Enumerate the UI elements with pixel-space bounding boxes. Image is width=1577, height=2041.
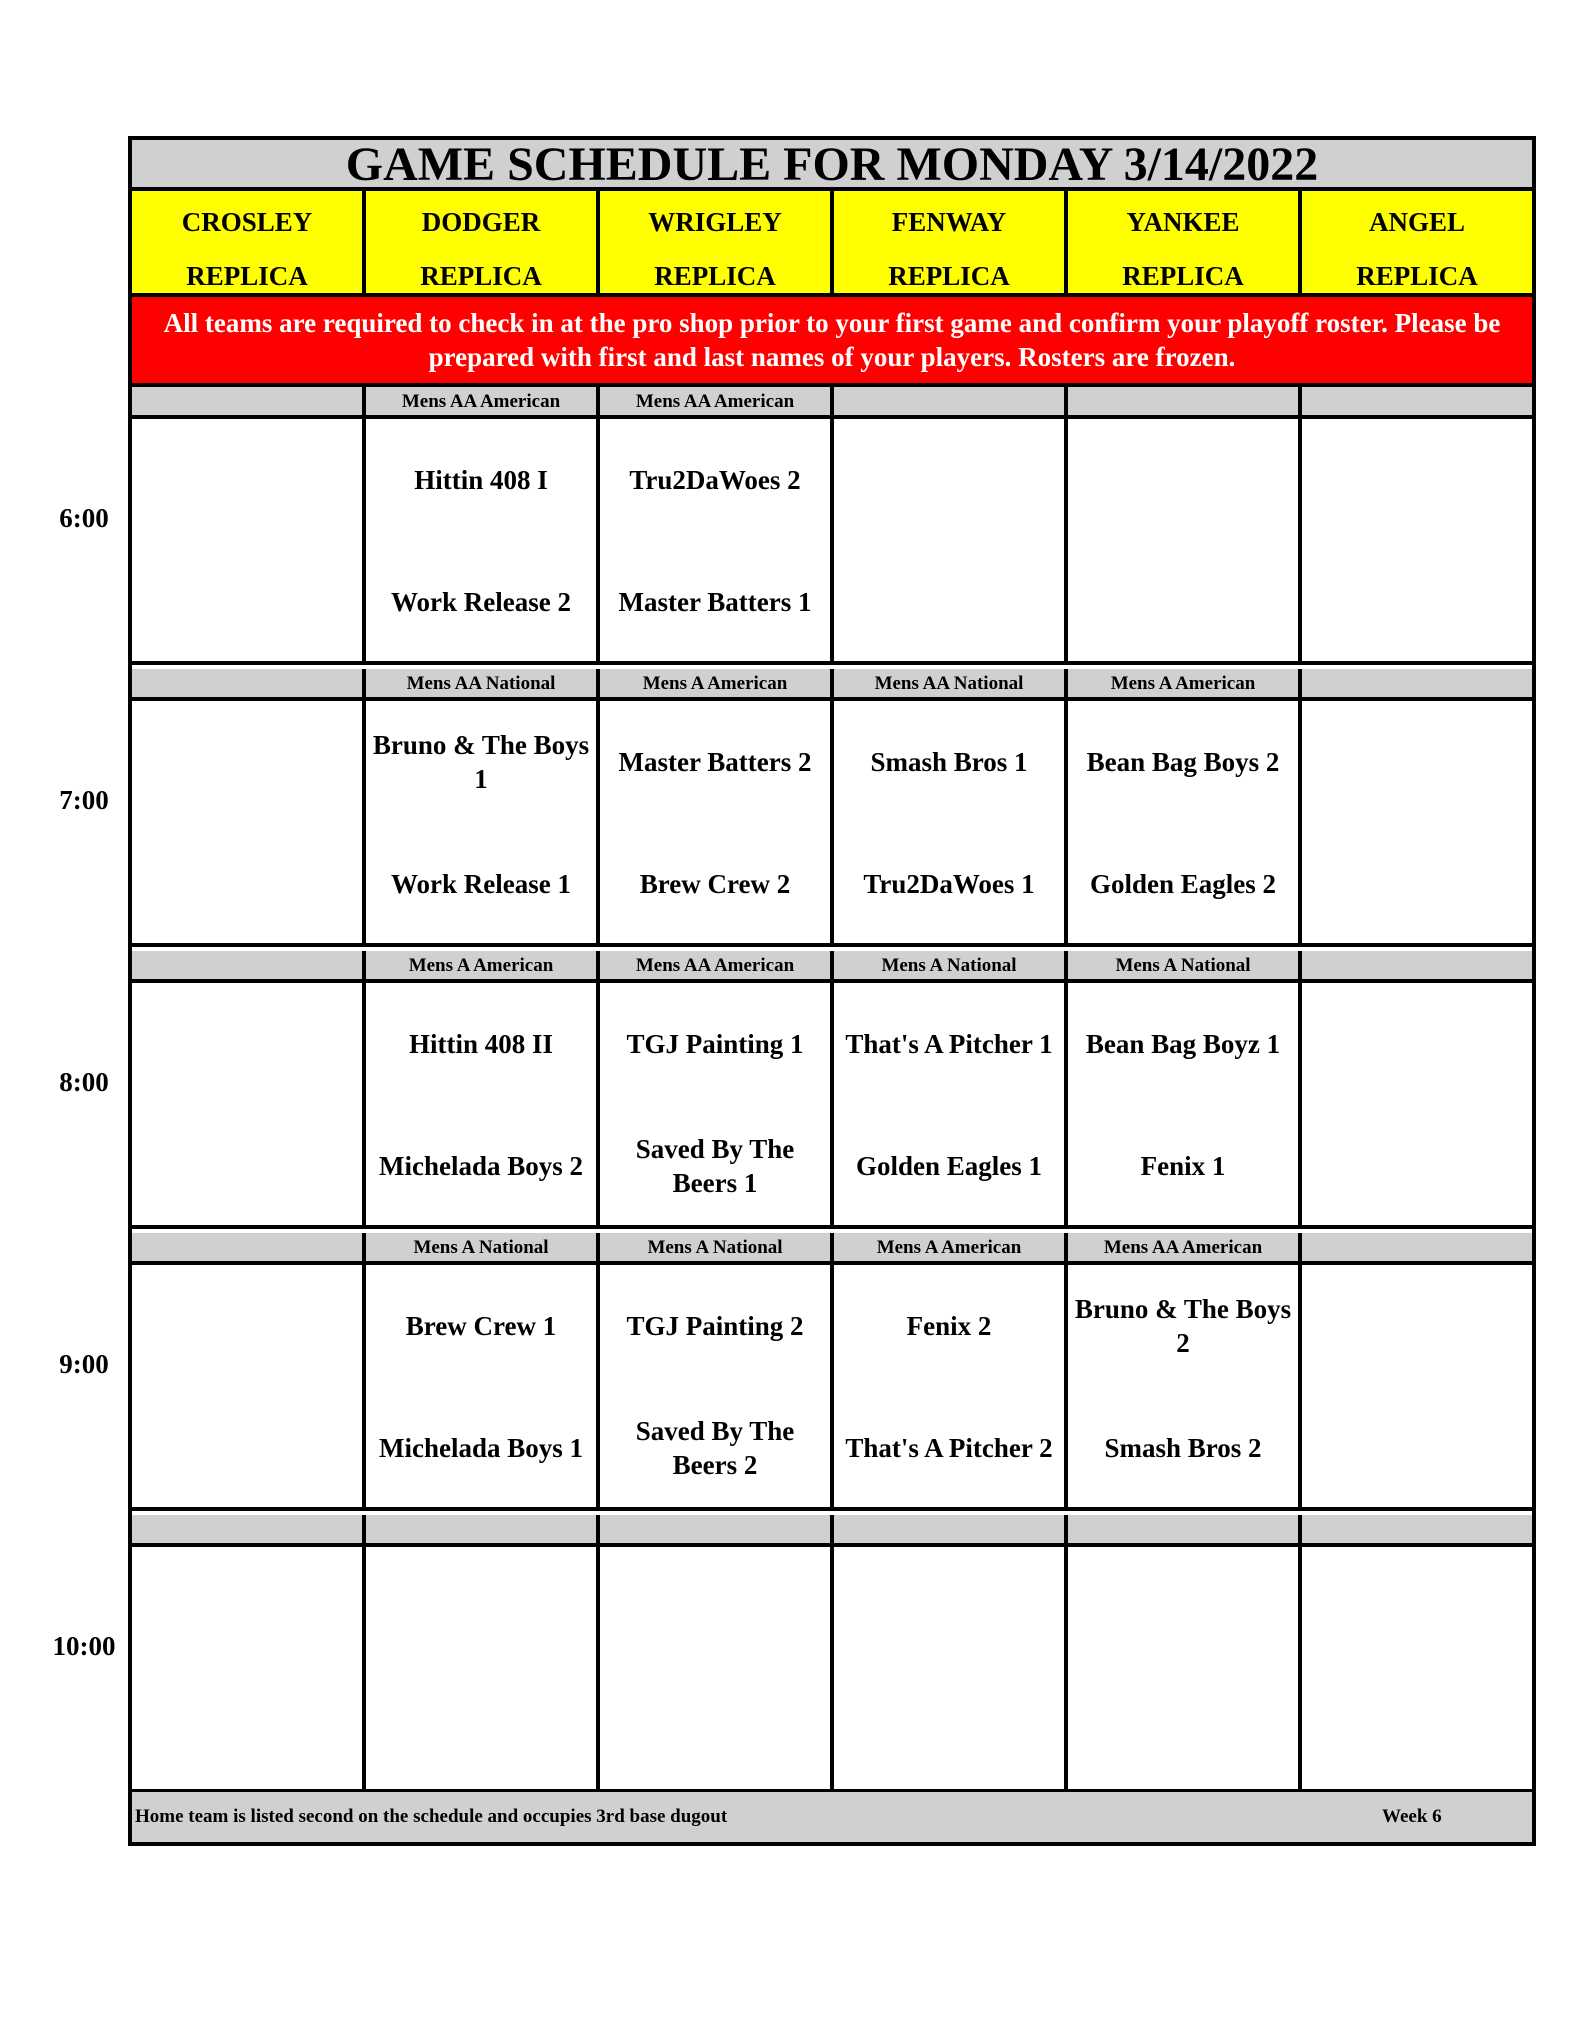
division-label-angel [1302,951,1532,979]
field-sub: REPLICA [1122,261,1244,291]
division-label-row [132,669,1532,701]
week-label: Week 6 [1382,1806,1442,1827]
time-slot-label: 6:00 [59,503,109,533]
game-cell-fenway [834,701,1068,943]
home-team: Michelada Boys 2 [378,1151,583,1181]
time-slot-label: 7:00 [59,785,109,815]
game-cell-dodger [366,1265,600,1507]
game-cell-wrigley [600,1547,834,1789]
game-cell-wrigley [600,701,834,943]
division-label-row [132,951,1532,983]
game-cell-yankee [1068,983,1302,1225]
home-team: Work Release 2 [391,587,571,617]
field-sub: REPLICA [186,261,308,291]
division-label-angel [1302,1515,1532,1543]
footer-note: Home team is listed second on the schedule and occupies 3rd base dugout [135,1806,728,1827]
away-team [1306,725,1528,799]
division-label-fenway: Mens A American [834,1233,1068,1261]
away-team [370,1571,592,1645]
time-slot-label: 8:00 [59,1067,109,1097]
division-label-angel [1302,669,1532,697]
away-team [1072,443,1294,517]
home-team: Saved By The Beers 1 [635,1134,795,1198]
away-team [1306,443,1528,517]
game-row [132,1265,1532,1511]
division-label-crosley [132,951,366,979]
field-header-yankee [1068,191,1302,293]
field-name: FENWAY [891,207,1007,237]
game-cell-fenway [834,1265,1068,1507]
division-label-wrigley: Mens AA American [600,951,834,979]
away-team: Master Batters 2 [618,747,812,777]
home-team [838,1693,1060,1767]
division-label-fenway: Mens A National [834,951,1068,979]
division-label-row [132,1233,1532,1265]
division-label-wrigley [600,1515,834,1543]
field-name: CROSLEY [181,207,313,237]
home-team: Tru2DaWoes 1 [863,869,1035,899]
home-team [1072,565,1294,639]
away-team [136,443,358,517]
notice-banner: All teams are required to check in at the pro shop prior to your first game and confirm your playoff roster. Please be prepared with first and last names of your players. Rosters are frozen. [132,297,1532,387]
home-team [1306,847,1528,921]
away-team: That's A Pitcher 1 [845,1029,1053,1059]
away-team [838,1571,1060,1645]
home-team: Master Batters 1 [618,587,812,617]
away-team: Fenix 2 [906,1311,992,1341]
home-team: Golden Eagles 2 [1089,869,1277,899]
field-header-angel [1302,191,1532,293]
division-label-yankee [1068,1515,1302,1543]
game-cell-angel [1302,701,1532,943]
game-cell-yankee [1068,1265,1302,1507]
game-cell-wrigley [600,983,834,1225]
home-team [136,847,358,921]
home-team: Golden Eagles 1 [855,1151,1043,1181]
time-slot-label: 10:00 [52,1631,116,1661]
home-team [1072,1693,1294,1767]
away-team: Bruno & The Boys 1 [372,730,590,794]
away-team [136,725,358,799]
game-row [132,701,1532,947]
home-team: Work Release 1 [391,869,571,899]
time-slot-label: 9:00 [59,1349,109,1379]
division-label-crosley [132,387,366,415]
division-label-dodger: Mens A American [366,951,600,979]
game-cell-dodger [366,419,600,661]
division-label-row [132,387,1532,419]
division-label-dodger [366,1515,600,1543]
away-team: Smash Bros 1 [870,747,1028,777]
division-label-wrigley: Mens A National [600,1233,834,1261]
game-row [132,983,1532,1229]
field-sub: REPLICA [888,261,1010,291]
away-team: TGJ Painting 1 [626,1029,804,1059]
division-label-yankee: Mens A National [1068,951,1302,979]
division-label-yankee: Mens A American [1068,669,1302,697]
game-row [132,1547,1532,1793]
division-label-wrigley: Mens AA American [600,387,834,415]
away-team: Bruno & The Boys 2 [1074,1294,1292,1358]
game-cell-crosley [132,1547,366,1789]
division-label-wrigley: Mens A American [600,669,834,697]
game-cell-fenway [834,1547,1068,1789]
away-team [1306,1571,1528,1645]
away-team [604,1571,826,1645]
away-team: Bean Bag Boyz 1 [1085,1029,1281,1059]
field-sub: REPLICA [420,261,542,291]
away-team [136,1289,358,1363]
home-team: Fenix 1 [1140,1151,1226,1181]
field-header-wrigley [600,191,834,293]
division-label-dodger: Mens AA National [366,669,600,697]
away-team: Brew Crew 1 [405,1311,557,1341]
game-cell-crosley [132,419,366,661]
home-team [838,565,1060,639]
home-team [1306,1129,1528,1203]
game-cell-yankee [1068,419,1302,661]
away-team: Hittin 408 II [408,1029,554,1059]
division-label-fenway [834,1515,1068,1543]
field-name: WRIGLEY [648,207,782,237]
game-cell-crosley [132,983,366,1225]
away-team: Tru2DaWoes 2 [629,465,801,495]
home-team: Smash Bros 2 [1104,1433,1262,1463]
schedule-sheet [128,136,1536,1846]
field-sub: REPLICA [1356,261,1478,291]
game-row [132,419,1532,665]
home-team [136,1693,358,1767]
game-cell-wrigley [600,1265,834,1507]
game-cell-angel [1302,419,1532,661]
game-cell-angel [1302,1265,1532,1507]
game-cell-crosley [132,701,366,943]
game-cell-yankee [1068,701,1302,943]
home-team: Saved By The Beers 2 [635,1416,795,1480]
away-team [1306,1007,1528,1081]
home-team: Brew Crew 2 [639,869,791,899]
field-header-fenway [834,191,1068,293]
game-cell-dodger [366,701,600,943]
away-team [838,443,1060,517]
home-team [1306,565,1528,639]
home-team [136,1129,358,1203]
division-label-fenway: Mens AA National [834,669,1068,697]
field-sub: REPLICA [654,261,776,291]
home-team: Michelada Boys 1 [378,1433,583,1463]
home-team [136,565,358,639]
game-cell-crosley [132,1265,366,1507]
home-team [604,1693,826,1767]
division-label-angel [1302,387,1532,415]
game-cell-angel [1302,983,1532,1225]
away-team [136,1007,358,1081]
game-cell-wrigley [600,419,834,661]
division-label-row [132,1515,1532,1547]
away-team: TGJ Painting 2 [626,1311,804,1341]
away-team: Hittin 408 I [414,465,548,495]
page-title: GAME SCHEDULE FOR MONDAY 3/14/2022 [132,140,1532,191]
home-team: That's A Pitcher 2 [845,1433,1053,1463]
division-label-yankee [1068,387,1302,415]
home-team [370,1693,592,1767]
field-header-crosley [132,191,366,293]
game-cell-fenway [834,983,1068,1225]
division-label-dodger: Mens A National [366,1233,600,1261]
home-team [136,1411,358,1485]
home-team [1306,1693,1528,1767]
game-cell-dodger [366,983,600,1225]
game-cell-angel [1302,1547,1532,1789]
schedule-footer [132,1792,1532,1842]
division-label-dodger: Mens AA American [366,387,600,415]
away-team [1306,1289,1528,1363]
division-label-angel [1302,1233,1532,1261]
field-name: ANGEL [1368,207,1466,237]
division-label-crosley [132,1515,366,1543]
field-header-dodger [366,191,600,293]
away-team [136,1571,358,1645]
away-team: Bean Bag Boys 2 [1086,747,1280,777]
division-label-yankee: Mens AA American [1068,1233,1302,1261]
away-team [1072,1571,1294,1645]
home-team [1306,1411,1528,1485]
division-label-fenway [834,387,1068,415]
division-label-crosley [132,669,366,697]
game-cell-dodger [366,1547,600,1789]
field-name: DODGER [421,207,541,237]
field-name: YANKEE [1126,207,1240,237]
field-header-row [132,191,1532,297]
game-cell-fenway [834,419,1068,661]
division-label-crosley [132,1233,366,1261]
game-cell-yankee [1068,1547,1302,1789]
